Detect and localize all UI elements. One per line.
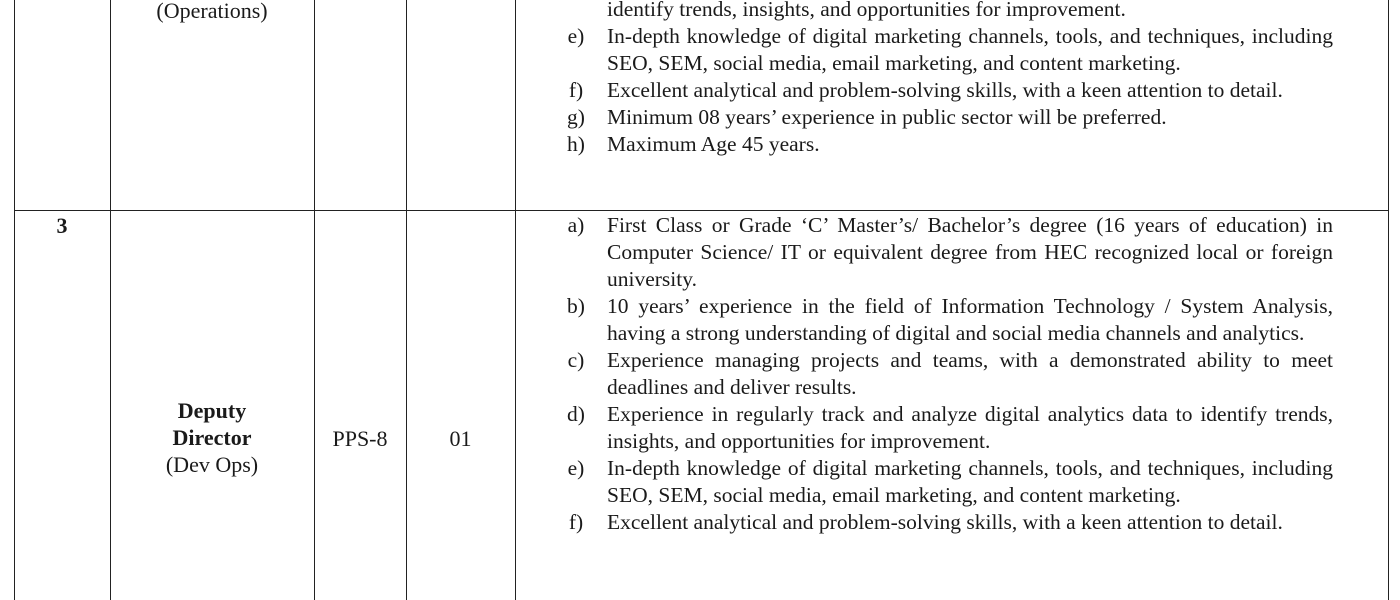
list-item: a) First Class or Grade ‘C’ Master’s/ Bachelor’s degree (16 years of education) in Computer Science/ IT or equivalent degree from HEC recognized local or foreign university. [567,213,1333,291]
post-subtitle-operations: (Operations) [156,0,268,23]
post-subtitle: (Dev Ops) [165,452,259,477]
list-item: h) Maximum Age 45 years. [567,132,820,156]
list-item: f) Excellent analytical and problem-solving skills, with a keen attention to detail. [568,510,1283,534]
list-item: b) 10 years’ experience in the field of Information Technology / System Analysis, having a strong understanding of digital and social media channels and analytics. [567,294,1333,345]
list-item: d) Experience in regularly track and analyze digital analytics data to identify trends, insights, and opportunities for improvement. [567,402,1333,453]
column-divider [515,0,516,600]
list-item: g) Minimum 08 years’ experience in public sector will be preferred. [567,105,1167,129]
column-divider [110,0,111,600]
list-item: c) Experience managing projects and teams, with a demonstrated ability to meet deadlines and deliver results. [567,348,1333,399]
number-of-positions: 01 [449,426,472,451]
requirements-list-top [545,0,1333,158]
list-item: identify trends, insights, and opportunities for improvement. [607,0,1126,21]
list-item: e) In-depth knowledge of digital marketing channels, tools, and techniques, including SEO, SEM, social media, email marketing, and content marketing. [567,24,1333,75]
column-divider [406,0,407,600]
row-divider [14,210,1388,211]
post-title-line2: Director [172,425,252,450]
column-divider [314,0,315,600]
list-item: f) Excellent analytical and problem-solving skills, with a keen attention to detail. [568,78,1283,102]
requirements-list-row3 [545,212,1333,536]
table-border-left [14,0,15,600]
post-title-cell [110,397,314,478]
pay-scale: PPS-8 [332,426,388,451]
serial-number: 3 [56,213,68,238]
post-title-line1: Deputy [177,398,247,423]
table-border-right [1388,0,1389,600]
list-item: e) In-depth knowledge of digital marketing channels, tools, and techniques, including SEO, SEM, social media, email marketing, and content marketing. [567,456,1333,507]
